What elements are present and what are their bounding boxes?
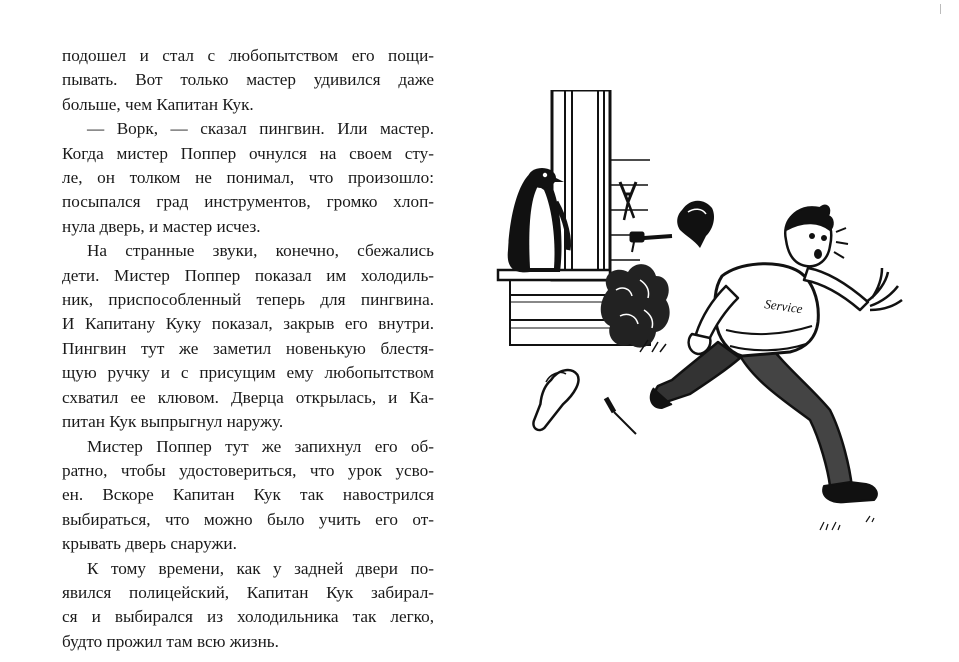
text-line: подошел и стал с любопытством его пощи- bbox=[62, 46, 434, 65]
hat-icon bbox=[677, 201, 714, 248]
paragraph bbox=[62, 435, 434, 557]
body-text bbox=[62, 44, 434, 654]
text-line: нула дверь, и мастер исчез. bbox=[62, 216, 261, 236]
text-line: схватил ее клювом. Дверца открылась, и Ка- bbox=[62, 387, 434, 407]
text-line: — Ворк, — сказал пингвин. Или мастер. bbox=[87, 119, 434, 139]
text-line: ле, он толком не понимал, что произошло: bbox=[62, 168, 434, 188]
screwdriver-icon bbox=[606, 398, 636, 434]
text-line: будто прожил там всю жизнь. bbox=[62, 631, 279, 651]
text-line: щую ручку и с присущим ему любопытством bbox=[62, 363, 434, 383]
text-line: Мистер Поппер тут же запихнул его об- bbox=[87, 436, 434, 456]
bush-icon bbox=[601, 264, 670, 352]
text-line: ен. Вскоре Капитан Кук так навострился bbox=[62, 485, 434, 505]
bottle-icon bbox=[532, 365, 581, 437]
paragraph bbox=[62, 239, 434, 434]
text-line: ник, приспособленный теперь для пингвина. bbox=[62, 290, 434, 310]
text-line: Пингвин тут же заметил новенькую блестя- bbox=[62, 338, 434, 358]
svg-text:Service: Service bbox=[763, 296, 804, 317]
text-line: ратно, чтобы удостовериться, что урок усво- bbox=[62, 460, 434, 480]
text-line: больше, чем Капитан Кук. bbox=[62, 94, 254, 114]
text-line: На странные звуки, конечно, сбежались bbox=[87, 241, 434, 261]
paragraph bbox=[62, 44, 434, 117]
text-line: питан Кук выпрыгнул наружу. bbox=[62, 412, 284, 432]
hammer-icon bbox=[630, 232, 672, 252]
text-line: посыпался град инструментов, громко хлоп- bbox=[62, 192, 434, 212]
text-line: пывать. Вот только мастер удивился даже bbox=[62, 70, 434, 90]
text-line: крывать дверь снаружи. bbox=[62, 534, 237, 554]
pliers-icon bbox=[620, 182, 636, 220]
text-line: выбираться, что можно было учить его от- bbox=[62, 509, 434, 529]
paragraph bbox=[62, 557, 434, 655]
text-line: Когда мистер Поппер очнулся на своем сту- bbox=[62, 143, 434, 163]
crop-mark bbox=[940, 4, 941, 14]
text-line: дети. Мистер Поппер показал им холодиль- bbox=[62, 265, 434, 285]
text-line: И Капитану Куку показал, закрыв его внутри. bbox=[62, 314, 434, 334]
paragraph bbox=[62, 117, 434, 239]
text-line: явился полицейский, Капитан Кук забирал- bbox=[62, 582, 434, 602]
text-line: К тому времени, как у задней двери по- bbox=[87, 558, 434, 578]
illustration-running-repairman bbox=[490, 90, 920, 550]
ground-tufts bbox=[820, 516, 874, 530]
running-man-icon bbox=[651, 206, 902, 503]
text-line: ся и выбирался из холодильника так легко, bbox=[62, 607, 434, 627]
